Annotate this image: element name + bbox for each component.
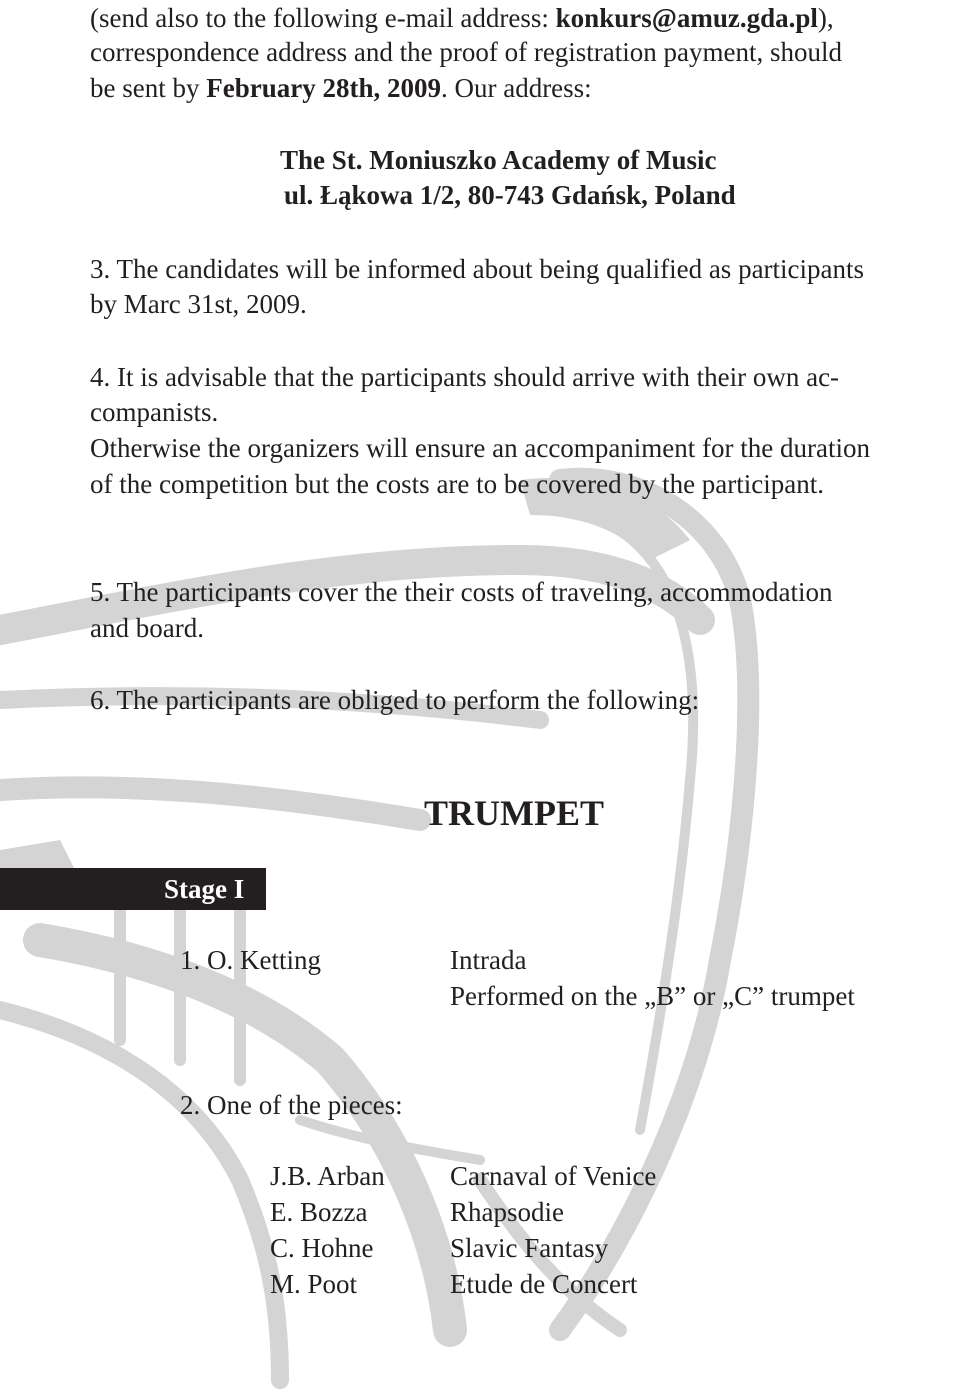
- point-6-line-1: 6. The participants are obliged to perform the following:: [90, 685, 700, 715]
- point-3-line-2: by Marc 31st, 2009.: [90, 289, 307, 319]
- piece-composer: M. Poot: [270, 1269, 358, 1299]
- stage-label: Stage I: [164, 874, 245, 904]
- program-item-1-label: 1. O. Ketting: [180, 945, 321, 975]
- email-address: konkurs@amuz.gda.pl: [555, 3, 818, 33]
- deadline-date: February 28th, 2009: [206, 73, 441, 103]
- address-line-1: The St. Moniuszko Academy of Music: [280, 145, 717, 175]
- instrument-heading: TRUMPET: [424, 793, 604, 833]
- piece-composer: J.B. Arban: [270, 1161, 385, 1191]
- intro-text: be sent by: [90, 73, 207, 103]
- point-4-line-2: companists.: [90, 397, 219, 427]
- piece-composer: E. Bozza: [270, 1197, 368, 1227]
- intro-text: . Our address:: [440, 73, 592, 103]
- piece-title: Slavic Fantasy: [450, 1233, 609, 1263]
- intro-line-2: correspondence address and the proof of registration payment, should: [90, 37, 843, 67]
- program-item-1-title: Intrada: [450, 945, 527, 975]
- intro-line-3: [90, 70, 592, 106]
- program-item-2-label: 2. One of the pieces:: [180, 1090, 403, 1120]
- point-4-line-1: 4. It is advisable that the participants should arrive with their own ac-: [90, 362, 840, 392]
- piece-title: Carnaval of Venice: [450, 1161, 657, 1191]
- intro-text: ),: [817, 3, 834, 33]
- point-3-line-1: 3. The candidates will be informed about being qualified as participants: [90, 254, 865, 284]
- point-5-line-2: and board.: [90, 613, 204, 643]
- piece-composer: C. Hohne: [270, 1233, 374, 1263]
- program-item-1-note: Performed on the „B” or „C” trumpet: [450, 981, 855, 1011]
- intro-line-1: [90, 0, 834, 36]
- intro-text: (send also to the following e-mail address:: [90, 3, 556, 33]
- piece-title: Rhapsodie: [450, 1197, 564, 1227]
- point-4-line-3: Otherwise the organizers will ensure an accompaniment for the duration: [90, 433, 870, 463]
- address-line-2: ul. Łąkowa 1/2, 80-743 Gdańsk, Poland: [284, 180, 736, 210]
- point-5-line-1: 5. The participants cover the their costs of traveling, accommodation: [90, 577, 833, 607]
- point-4-line-4: of the competition but the costs are to be covered by the participant.: [90, 469, 825, 499]
- piece-title: Etude de Concert: [450, 1269, 638, 1299]
- stage-banner: [0, 868, 266, 910]
